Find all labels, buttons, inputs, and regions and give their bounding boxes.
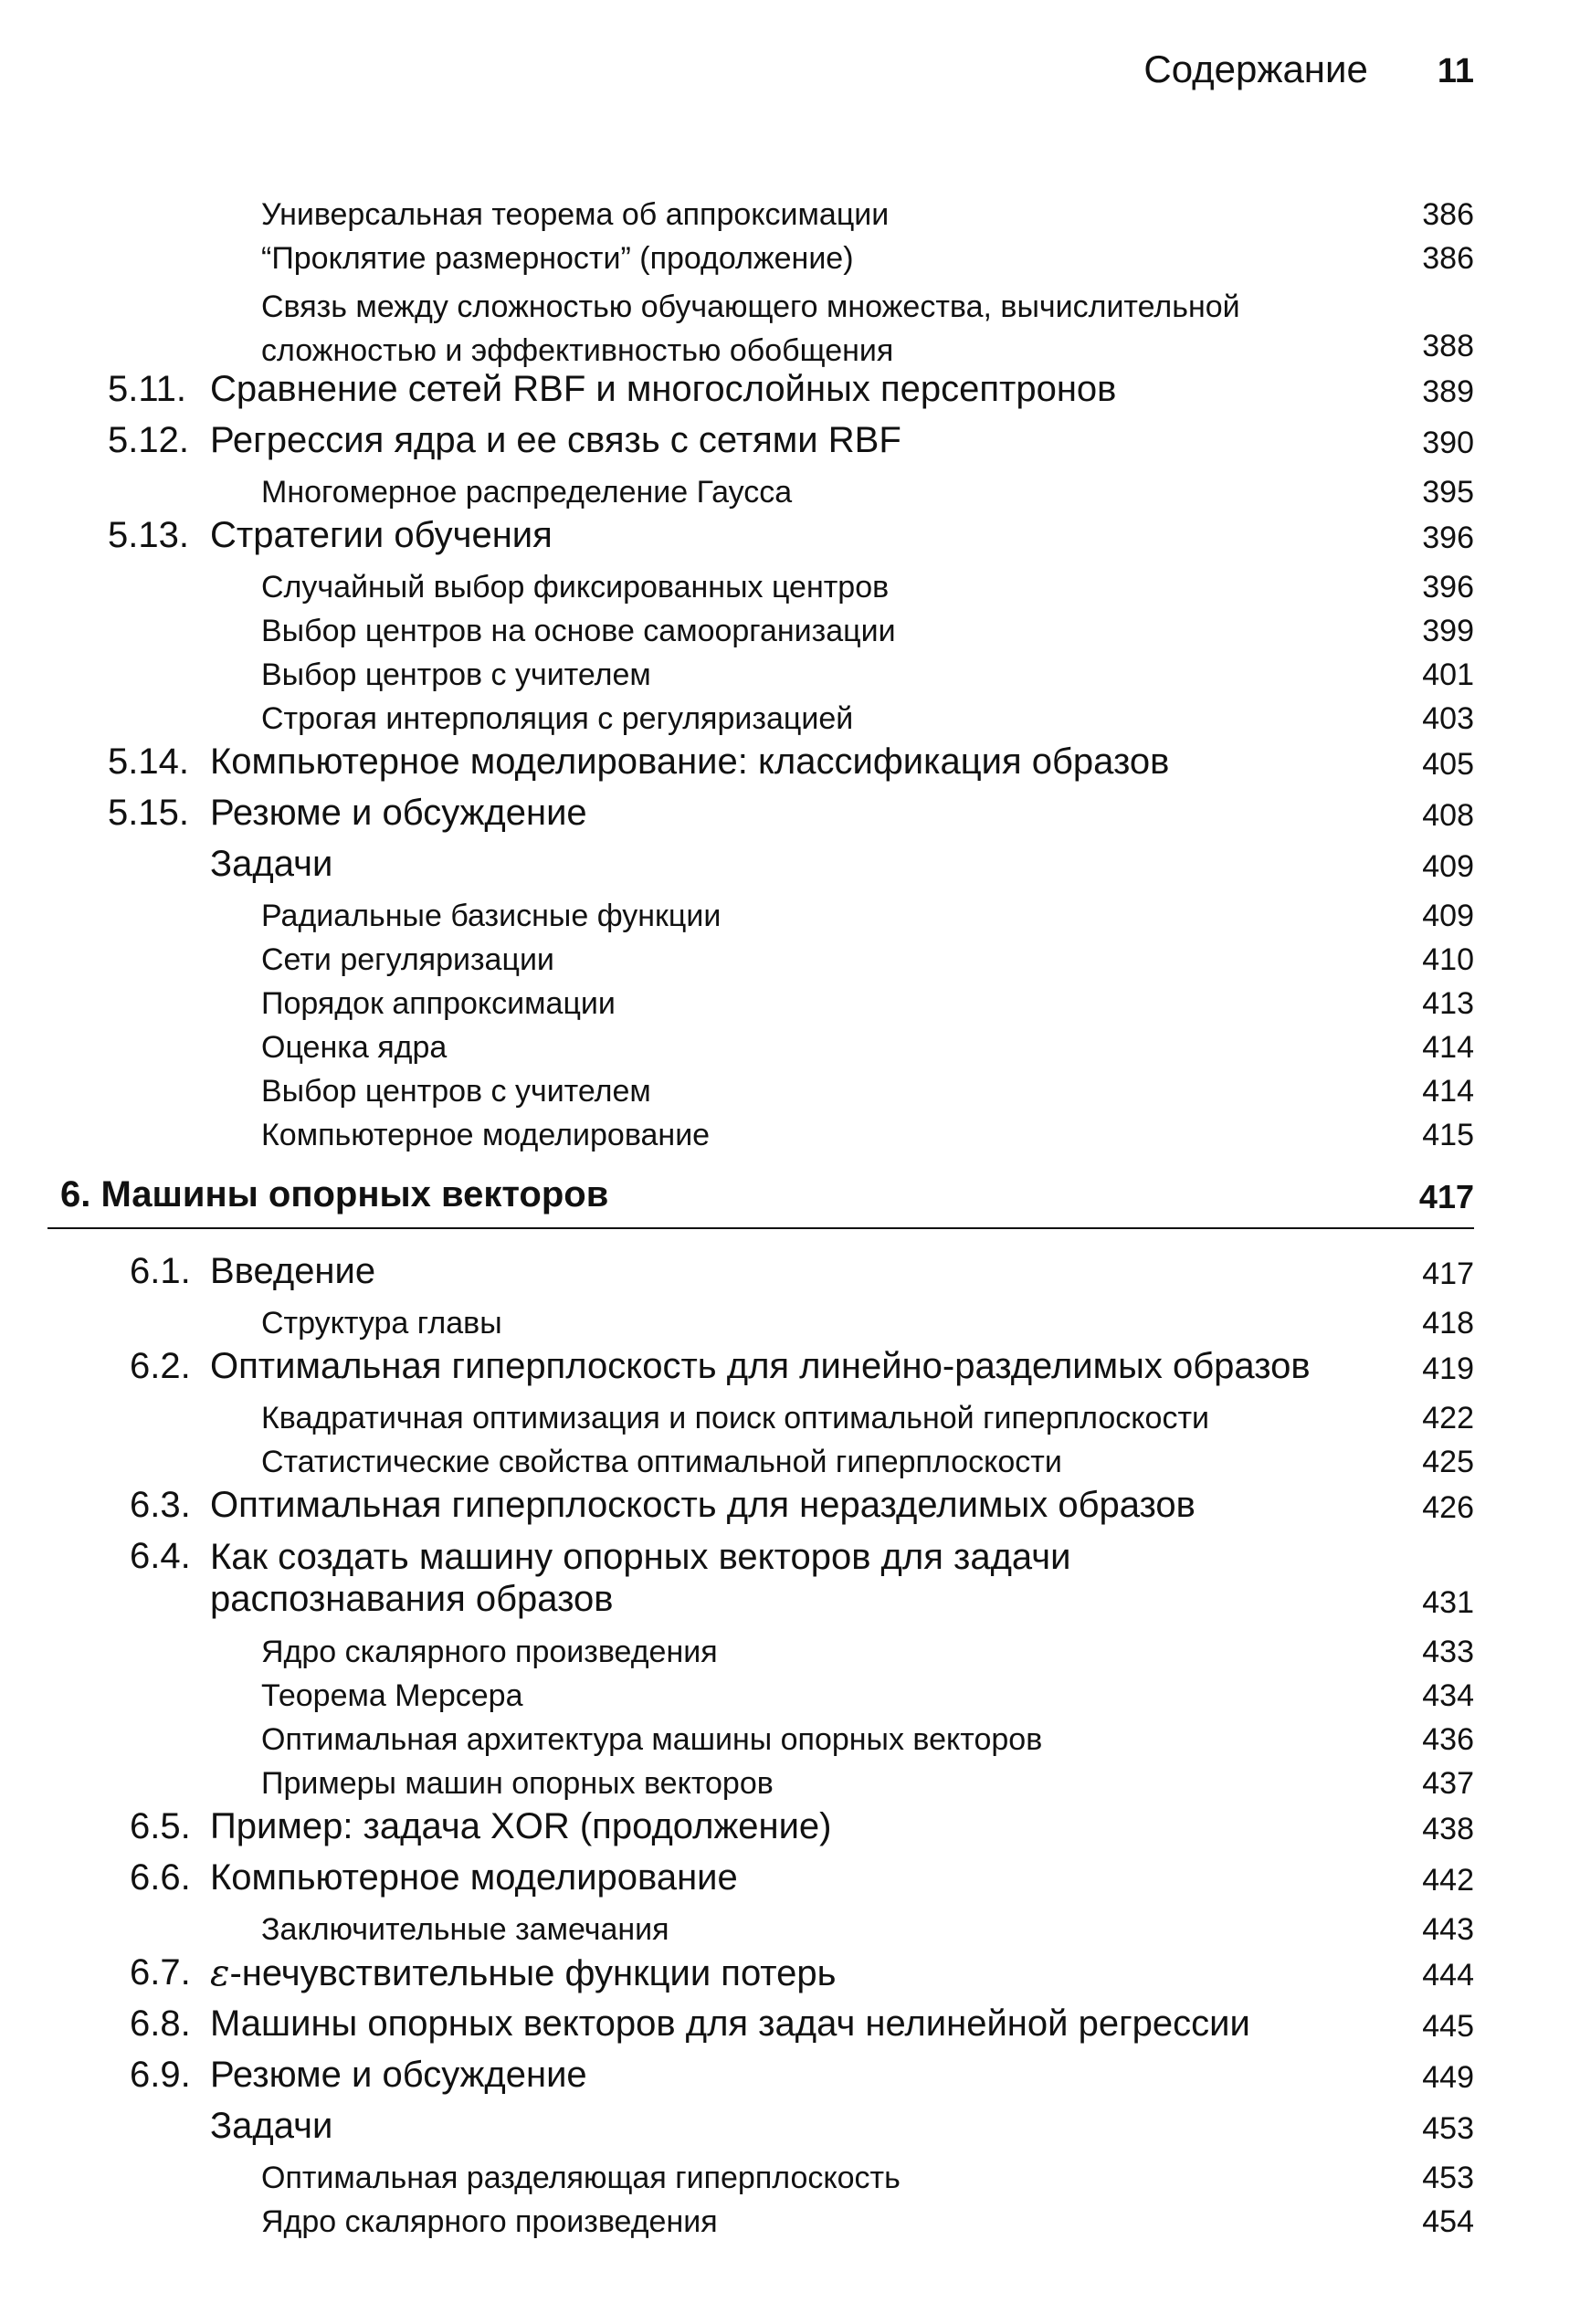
toc-entry[interactable] bbox=[0, 1393, 1580, 1437]
section-number: 6.9. bbox=[130, 2055, 191, 2095]
toc-entry-label-line: Связь между сложностью обучающего множества, вычислительной bbox=[261, 289, 1240, 324]
toc-entry-page: 422 bbox=[1422, 1401, 1474, 1435]
toc-entry-page: 403 bbox=[1422, 701, 1474, 736]
chapter-page: 417 bbox=[1418, 1178, 1474, 1215]
page-header bbox=[1143, 47, 1474, 91]
section-number: 5.11. bbox=[108, 369, 186, 409]
toc-entry-label: Оптимальная архитектура машины опорных векторов bbox=[261, 1722, 1043, 1757]
section-title: Сравнение сетей RBF и многослойных персептронов bbox=[210, 369, 1117, 409]
toc-entry-page: 413 bbox=[1422, 986, 1474, 1021]
toc-entry-label: Примеры машин опорных векторов bbox=[261, 1766, 774, 1801]
toc-entry-label: Радиальные базисные функции bbox=[261, 899, 722, 933]
toc-entry-label: Порядок аппроксимации bbox=[261, 986, 616, 1021]
toc-entry-label: Ядро скалярного произведения bbox=[261, 2204, 718, 2239]
section-number: 6.8. bbox=[130, 2003, 191, 2044]
toc-entry-label: Оценка ядра bbox=[261, 1030, 448, 1065]
toc-section[interactable] bbox=[0, 1854, 1580, 1905]
toc-section[interactable] bbox=[0, 2051, 1580, 2102]
toc-entry-label: Компьютерное моделирование bbox=[261, 1118, 711, 1152]
section-number: 5.12. bbox=[108, 420, 189, 460]
section-title: Машины опорных векторов для задач нелинейной регрессии bbox=[210, 2003, 1250, 2044]
toc-entry-page: 386 bbox=[1422, 241, 1474, 276]
section-page: 442 bbox=[1422, 1863, 1474, 1898]
toc-entry-page: 399 bbox=[1422, 614, 1474, 648]
section-number: 6.5. bbox=[130, 1806, 191, 1846]
section-page: 408 bbox=[1422, 798, 1474, 833]
section-title: Компьютерное моделирование bbox=[210, 1857, 738, 1898]
toc-tasks[interactable] bbox=[0, 840, 1580, 891]
toc-entry-page: 434 bbox=[1422, 1678, 1474, 1713]
section-title bbox=[210, 1952, 837, 1994]
tasks-title: Задачи bbox=[210, 844, 333, 884]
toc-tasks[interactable] bbox=[0, 2102, 1580, 2153]
section-number: 6.6. bbox=[130, 1857, 191, 1898]
toc-entry-label: Ядро скалярного произведения bbox=[261, 1635, 718, 1669]
section-page: 431 bbox=[1422, 1585, 1474, 1620]
toc-entry-label: Статистические свойства оптимальной гиперплоскости bbox=[261, 1445, 1062, 1479]
section-title: Стратегии обучения bbox=[210, 515, 553, 555]
toc-entry-page: 433 bbox=[1422, 1635, 1474, 1669]
toc-section[interactable] bbox=[0, 511, 1580, 563]
toc-entry-page: 395 bbox=[1422, 475, 1474, 510]
section-title: Оптимальная гиперплоскость для неразделимых образов bbox=[210, 1485, 1196, 1525]
toc-section[interactable] bbox=[0, 1342, 1580, 1393]
section-page: 389 bbox=[1422, 374, 1474, 409]
toc-entry-label: Выбор центров на основе самоорганизации bbox=[261, 614, 896, 648]
toc-entry[interactable] bbox=[0, 1627, 1580, 1671]
toc-entry[interactable] bbox=[0, 1715, 1580, 1759]
toc-section[interactable] bbox=[0, 738, 1580, 789]
section-title: Оптимальная гиперплоскость для линейно-разделимых образов bbox=[210, 1346, 1311, 1386]
toc-section[interactable] bbox=[0, 1247, 1580, 1299]
toc-entry[interactable] bbox=[0, 278, 1580, 368]
toc-entry-label: Строгая интерполяция с регуляризацией bbox=[261, 701, 854, 736]
toc-entry[interactable] bbox=[0, 190, 1580, 234]
toc-entry-label: “Проклятие размерности” (продолжение) bbox=[261, 241, 854, 276]
toc-entry-page: 410 bbox=[1422, 942, 1474, 977]
toc-section[interactable] bbox=[0, 789, 1580, 840]
toc-entry[interactable] bbox=[0, 1905, 1580, 1949]
toc-section[interactable] bbox=[0, 1803, 1580, 1854]
section-title-text: -нечувствительные функции потерь bbox=[229, 1953, 837, 1993]
toc-entry-label: Заключительные замечания bbox=[261, 1912, 669, 1947]
toc-entry-label: Выбор центров с учителем bbox=[261, 657, 651, 692]
section-number: 6.2. bbox=[130, 1346, 191, 1386]
toc-entry-label: Теорема Мерсера bbox=[261, 1678, 523, 1713]
toc-entry-label bbox=[261, 285, 1240, 373]
tasks-page: 409 bbox=[1422, 849, 1474, 884]
toc-entry[interactable] bbox=[0, 1067, 1580, 1110]
toc-entry[interactable] bbox=[0, 1759, 1580, 1803]
section-page: 445 bbox=[1422, 2009, 1474, 2044]
section-number: 6.3. bbox=[130, 1485, 191, 1525]
toc-section[interactable] bbox=[0, 2000, 1580, 2051]
toc-entry-label: Оптимальная разделяющая гиперплоскость bbox=[261, 2161, 901, 2195]
section-page: 449 bbox=[1422, 2060, 1474, 2095]
toc-entry-page: 436 bbox=[1422, 1722, 1474, 1757]
toc-entry-page: 454 bbox=[1422, 2204, 1474, 2239]
toc-entry[interactable] bbox=[0, 650, 1580, 694]
toc-entry-label: Универсальная теорема об аппроксимации bbox=[261, 197, 890, 232]
toc-section[interactable] bbox=[0, 1481, 1580, 1532]
tasks-title: Задачи bbox=[210, 2106, 333, 2146]
section-page: 390 bbox=[1422, 426, 1474, 460]
toc-entry-page: 415 bbox=[1422, 1118, 1474, 1152]
toc-entry[interactable] bbox=[0, 891, 1580, 935]
section-number: 6.1. bbox=[130, 1251, 191, 1291]
toc-entry-page: 388 bbox=[1422, 329, 1474, 363]
section-number: 5.15. bbox=[108, 793, 189, 833]
toc-section[interactable] bbox=[0, 416, 1580, 468]
section-title-line: Как создать машину опорных векторов для задачи bbox=[210, 1537, 1071, 1577]
section-title-line: распознавания образов bbox=[210, 1579, 614, 1619]
toc-entry[interactable] bbox=[0, 234, 1580, 278]
section-page: 417 bbox=[1422, 1257, 1474, 1291]
toc-section[interactable] bbox=[0, 1532, 1580, 1627]
toc-entry[interactable] bbox=[0, 468, 1580, 511]
section-page: 426 bbox=[1422, 1490, 1474, 1525]
toc-section[interactable] bbox=[0, 365, 1580, 416]
toc-entry[interactable] bbox=[0, 1671, 1580, 1715]
section-title: Введение bbox=[210, 1251, 376, 1291]
toc-entry-page: 453 bbox=[1422, 2161, 1474, 2195]
toc-section[interactable] bbox=[0, 1949, 1580, 2000]
toc-entry-page: 409 bbox=[1422, 899, 1474, 933]
section-title: Пример: задача XOR (продолжение) bbox=[210, 1806, 832, 1846]
section-page: 444 bbox=[1422, 1958, 1474, 1993]
toc-entry-page: 401 bbox=[1422, 657, 1474, 692]
epsilon-symbol: ε bbox=[210, 1952, 230, 1994]
toc-entry[interactable] bbox=[0, 1437, 1580, 1481]
toc-entry-page: 437 bbox=[1422, 1766, 1474, 1801]
toc-entry-label: Структура главы bbox=[261, 1306, 502, 1341]
toc-entry[interactable] bbox=[0, 606, 1580, 650]
tasks-page: 453 bbox=[1422, 2111, 1474, 2146]
toc-entry-label: Сети регуляризации bbox=[261, 942, 554, 977]
toc-entry[interactable] bbox=[0, 979, 1580, 1023]
toc-entry[interactable] bbox=[0, 1110, 1580, 1154]
page-number: 11 bbox=[1437, 52, 1474, 90]
section-number: 6.7. bbox=[130, 1952, 191, 1993]
toc-entry[interactable] bbox=[0, 563, 1580, 606]
toc-chapter[interactable] bbox=[0, 1154, 1580, 1247]
table-of-contents bbox=[0, 190, 1580, 2241]
section-number: 5.14. bbox=[108, 741, 189, 782]
toc-entry-page: 414 bbox=[1422, 1074, 1474, 1109]
section-title: Регрессия ядра и ее связь с сетями RBF bbox=[210, 420, 901, 460]
toc-entry-page: 414 bbox=[1422, 1030, 1474, 1065]
toc-entry-page: 386 bbox=[1422, 197, 1474, 232]
section-title: Резюме и обсуждение bbox=[210, 2055, 587, 2095]
toc-entry[interactable] bbox=[0, 1299, 1580, 1342]
toc-entry-label: Выбор центров с учителем bbox=[261, 1074, 651, 1109]
toc-entry-page: 443 bbox=[1422, 1912, 1474, 1947]
section-page: 405 bbox=[1422, 747, 1474, 782]
toc-entry-label: Квадратичная оптимизация и поиск оптимальной гиперплоскости bbox=[261, 1401, 1210, 1435]
toc-entry-page: 396 bbox=[1422, 570, 1474, 605]
toc-entry[interactable] bbox=[0, 2197, 1580, 2241]
section-page: 438 bbox=[1422, 1812, 1474, 1846]
toc-entry[interactable] bbox=[0, 935, 1580, 979]
section-number: 5.13. bbox=[108, 515, 189, 555]
toc-entry[interactable] bbox=[0, 694, 1580, 738]
toc-entry-page: 425 bbox=[1422, 1445, 1474, 1479]
toc-entry-page: 418 bbox=[1422, 1306, 1474, 1341]
section-number: 6.4. bbox=[130, 1536, 191, 1576]
section-title: Резюме и обсуждение bbox=[210, 793, 587, 833]
section-page: 419 bbox=[1422, 1351, 1474, 1386]
toc-entry[interactable] bbox=[0, 2153, 1580, 2197]
toc-entry-label: Случайный выбор фиксированных центров bbox=[261, 570, 890, 605]
running-title: Содержание bbox=[1143, 47, 1368, 90]
toc-entry-label: Многомерное распределение Гаусса bbox=[261, 475, 793, 510]
section-title: Компьютерное моделирование: классификация образов bbox=[210, 741, 1170, 782]
toc-entry[interactable] bbox=[0, 1023, 1580, 1067]
chapter-rule bbox=[47, 1227, 1474, 1229]
chapter-title: 6. Машины опорных векторов bbox=[60, 1174, 609, 1215]
section-title bbox=[210, 1536, 1070, 1620]
toc-entry-label-line: сложностью и эффективностью обобщения bbox=[261, 333, 894, 368]
section-page: 396 bbox=[1422, 521, 1474, 555]
